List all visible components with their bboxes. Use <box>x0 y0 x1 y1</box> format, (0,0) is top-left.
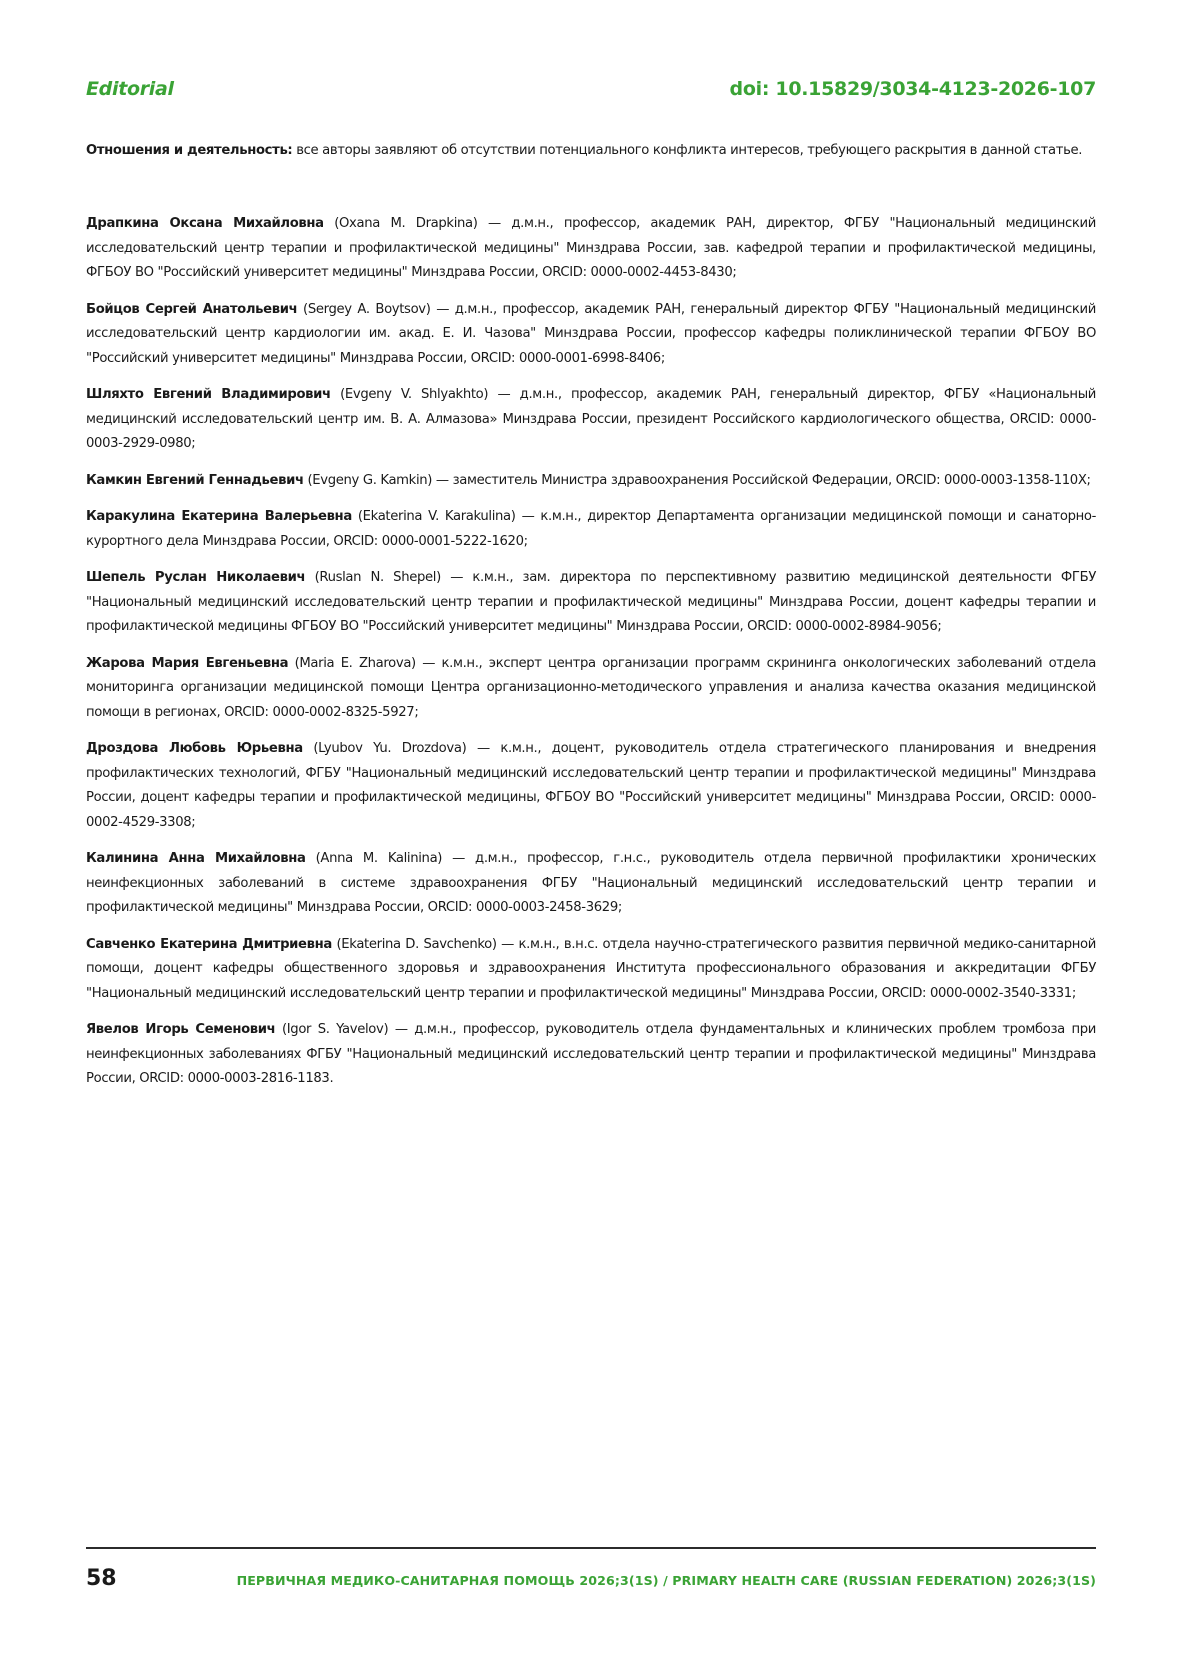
author-name: Шляхто Евгений Владимирович <box>86 387 331 402</box>
section-label: Editorial <box>86 78 174 100</box>
author-name: Драпкина Оксана Михайловна <box>86 216 324 231</box>
footer-divider <box>86 1547 1096 1549</box>
author-name: Каракулина Екатерина Валерьевна <box>86 509 352 524</box>
author-list <box>86 212 1096 1104</box>
author-name: Камкин Евгений Геннадьевич <box>86 472 304 488</box>
document-page <box>86 0 1096 1656</box>
author-entry <box>86 212 1096 286</box>
author-name: Шепель Руслан Николаевич <box>86 570 306 585</box>
author-details: (Igor S. Yavelov) — д.м.н., профессор, руководитель отдела фундаментальных и клинических проблем тромбоза при неинфекционных заболеваниях ФГБУ "Национальный медицинский исследовательский центр терапии и профилактической медицины" Минздрава России, ORCID: 0000-0003-2816-1183. <box>86 1022 1096 1086</box>
page-number: 58 <box>86 1566 117 1591</box>
author-name: Дроздова Любовь Юрьевна <box>86 741 303 756</box>
author-name: Явелов Игорь Семенович <box>86 1022 276 1037</box>
author-entry <box>86 652 1096 726</box>
page-header <box>86 78 1096 106</box>
author-entry <box>86 469 1096 494</box>
author-details: (Oxana M. Drapkina) — д.м.н., профессор, академик РАН, директор, ФГБУ "Национальный медицинский исследовательский центр терапии и профилактической медицины" Минздрава России, зав. кафедрой терапии и профилактической медицины, ФГБОУ ВО "Российский университет медицины" Минздрава России, ORCID: 0000-0002-4453-8430; <box>86 216 1096 280</box>
author-entry <box>86 1018 1096 1092</box>
author-details: (Ekaterina D. Savchenko) — к.м.н., в.н.с. отдела научно-стратегического развития первичной медико-санитарной помощи, доцент кафедры общественного здоровья и здравоохранения Института профессионального образования и аккредитации ФГБУ "Национальный медицинский исследовательский центр терапии и профилактической медицины" Минздрава России, ORCID: 0000-0002-3540-3331; <box>86 936 1096 1001</box>
author-name: Жарова Мария Евгеньевна <box>86 655 289 671</box>
journal-title: ПЕРВИЧНАЯ МЕДИКО-САНИТАРНАЯ ПОМОЩЬ 2026;3(1S) / PRIMARY HEALTH CARE (RUSSIAN FEDERATION) 2026;3(1S) <box>236 1573 1096 1588</box>
doi-label: doi: 10.15829/3034-4123-2026-107 <box>729 78 1096 100</box>
author-details: (Ruslan N. Shepel) — к.м.н., зам. директора по перспективному развитию медицинской деятельности ФГБУ "Национальный медицинский исследовательский центр терапии и профилактической медицины" Минздрава России, доцент кафедры терапии и профилактической медицины ФГБОУ ВО "Российский университет медицины" Минздрава России, ORCID: 0000-0002-8984-9056; <box>86 570 1097 634</box>
author-entry <box>86 847 1096 921</box>
author-entry <box>86 737 1096 835</box>
author-entry <box>86 383 1096 457</box>
relations-text: все авторы заявляют об отсутствии потенциального конфликта интересов, требующего раскрытия в данной статье. <box>292 143 1083 158</box>
relations-statement <box>86 140 1096 162</box>
relations-label: Отношения и деятельность: <box>86 143 293 158</box>
author-details: (Lyubov Yu. Drozdova) — к.м.н., доцент, руководитель отдела стратегического планирования и внедрения профилактических технологий, ФГБУ "Национальный медицинский исследовательский центр терапии и профилактической медицины" Минздрава России, доцент кафедры терапии и профилактической медицины, ФГБОУ ВО "Российский университет медицины" Минздрава России, ORCID: 0000-0002-4529-3308; <box>86 741 1097 830</box>
author-details: (Evgeny G. Kamkin) — заместитель Министра здравоохранения Российской Федерации, ORCID: 0000-0003-1358-110X; <box>303 472 1091 488</box>
author-entry <box>86 298 1096 372</box>
author-entry <box>86 933 1096 1007</box>
author-details: (Maria E. Zharova) — к.м.н., эксперт центра организации программ скрининга онкологических заболеваний отдела мониторинга организации медицинской помощи Центра организационно-методического управления и анализа качества оказания медицинской помощи в регионах, ORCID: 0000-0002-8325-5927; <box>86 655 1096 720</box>
author-name: Савченко Екатерина Дмитриевна <box>86 936 332 952</box>
author-entry <box>86 505 1096 554</box>
author-details: (Anna M. Kalinina) — д.м.н., профессор, г.н.с., руководитель отдела первичной профилактики хронических неинфекционных заболеваний в системе здравоохранения ФГБУ "Национальный медицинский исследовательский центр терапии и профилактической медицины" Минздрава России, ORCID: 0000-0003-2458-3629; <box>86 851 1096 915</box>
author-name: Калинина Анна Михайловна <box>86 851 306 866</box>
author-entry <box>86 566 1096 640</box>
author-details: (Sergey A. Boytsov) — д.м.н., профессор, академик РАН, генеральный директор ФГБУ "Национальный медицинский исследовательский центр кардиологии им. акад. Е. И. Чазова" Минздрава России, профессор кафедры поликлинической терапии ФГБОУ ВО "Российский университет медицины" Минздрава России, ORCID: 0000-0001-6998-8406; <box>86 301 1096 366</box>
author-details: (Ekaterina V. Karakulina) — к.м.н., директор Департамента организации медицинской помощи и санаторно-курортного дела Минздрава России, ORCID: 0000-0001-5222-1620; <box>86 509 1096 549</box>
author-name: Бойцов Сергей Анатольевич <box>86 301 298 317</box>
author-details: (Evgeny V. Shlyakhto) — д.м.н., профессор, академик РАН, генеральный директор, ФГБУ «Национальный медицинский исследовательский центр им. В. А. Алмазова» Минздрава России, президент Российского кардиологического общества, ORCID: 0000-0003-2929-0980; <box>86 387 1096 451</box>
